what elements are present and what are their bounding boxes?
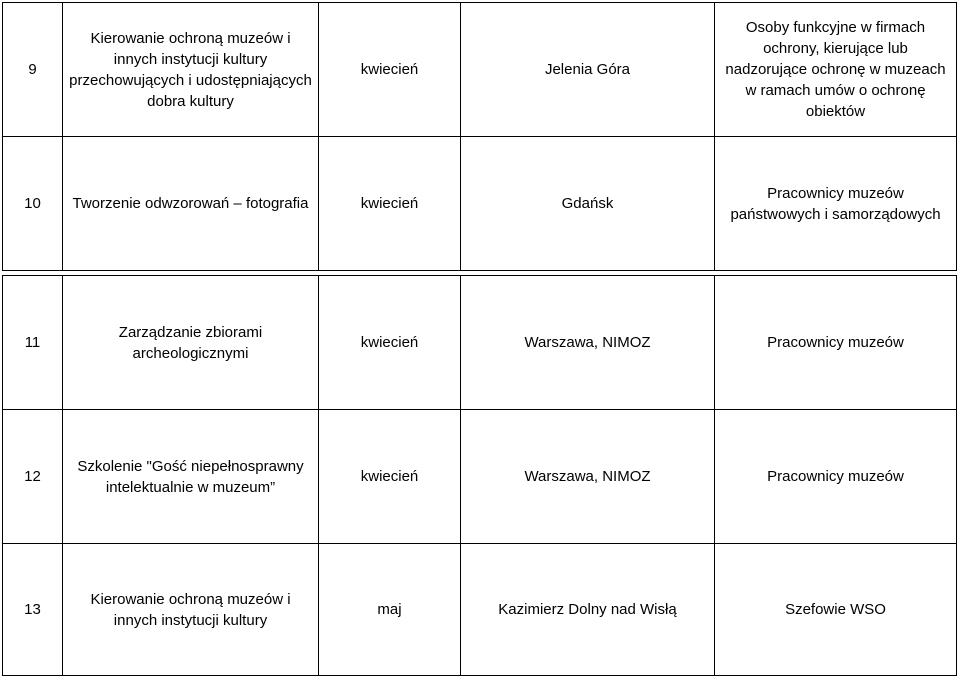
training-title: Tworzenie odwzorowań – fotografia [63, 137, 319, 271]
table-row [3, 276, 957, 410]
training-month: maj [319, 544, 461, 676]
training-audience: Pracownicy muzeów [715, 410, 957, 544]
training-place: Warszawa, NIMOZ [461, 276, 715, 410]
training-place: Jelenia Góra [461, 3, 715, 137]
table-row [3, 410, 957, 544]
training-audience: Pracownicy muzeów [715, 276, 957, 410]
training-month: kwiecień [319, 276, 461, 410]
training-place: Gdańsk [461, 137, 715, 271]
training-audience: Osoby funkcyjne w firmach ochrony, kierujące lub nadzorujące ochronę w muzeach w ramach umów o ochronę obiektów [715, 3, 957, 137]
training-place: Kazimierz Dolny nad Wisłą [461, 544, 715, 676]
table-row [3, 3, 957, 137]
training-month: kwiecień [319, 410, 461, 544]
training-month: kwiecień [319, 137, 461, 271]
table-row [3, 137, 957, 271]
training-audience: Pracownicy muzeów państwowych i samorządowych [715, 137, 957, 271]
row-number: 12 [3, 410, 63, 544]
row-number: 10 [3, 137, 63, 271]
row-number: 11 [3, 276, 63, 410]
table-row [3, 544, 957, 676]
training-title: Kierowanie ochroną muzeów i innych instytucji kultury [63, 544, 319, 676]
training-schedule-table [2, 2, 957, 676]
training-place: Warszawa, NIMOZ [461, 410, 715, 544]
training-month: kwiecień [319, 3, 461, 137]
training-audience: Szefowie WSO [715, 544, 957, 676]
row-number: 13 [3, 544, 63, 676]
training-title: Szkolenie "Gość niepełnosprawny intelektualnie w muzeum” [63, 410, 319, 544]
training-title: Zarządzanie zbiorami archeologicznymi [63, 276, 319, 410]
training-title: Kierowanie ochroną muzeów i innych instytucji kultury przechowujących i udostępniających dobra kultury [63, 3, 319, 137]
row-number: 9 [3, 3, 63, 137]
